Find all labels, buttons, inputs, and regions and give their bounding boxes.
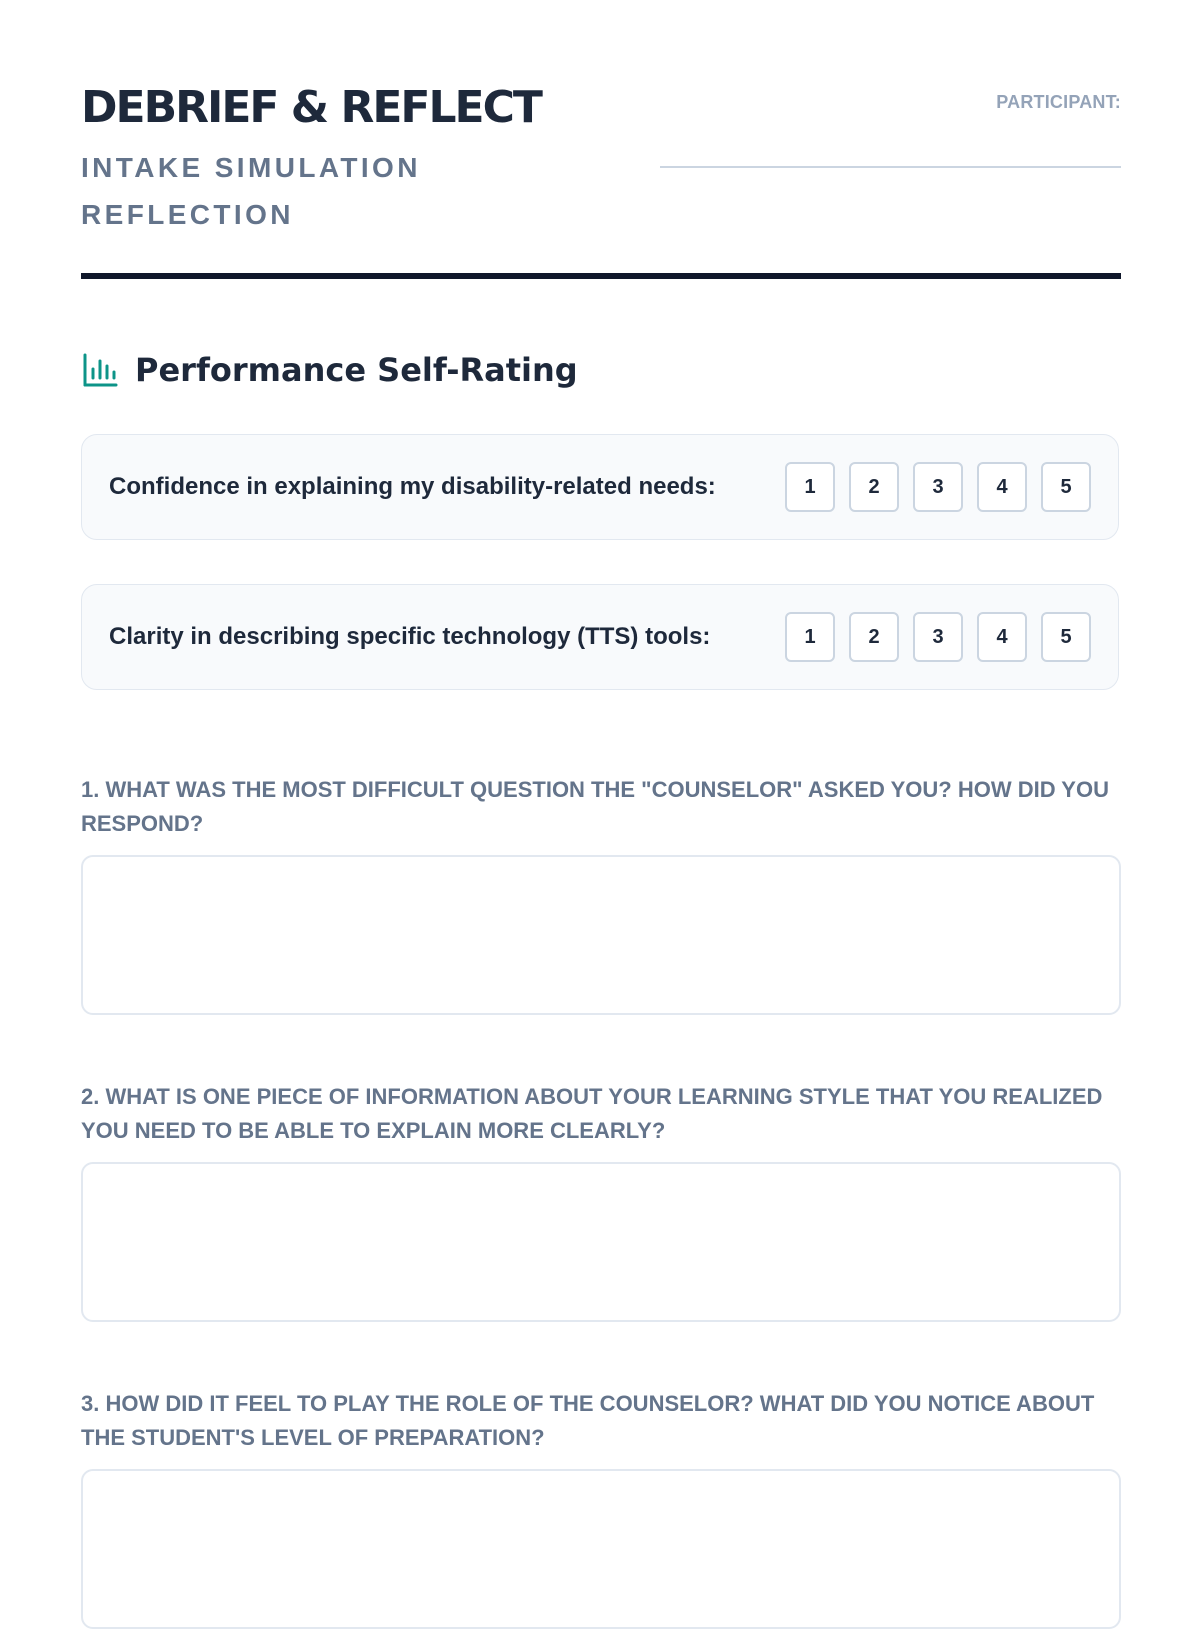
question-1-label: 1. WHAT WAS THE MOST DIFFICULT QUESTION THE "COUNSELOR" ASKED YOU? HOW DID YOU RESPOND?	[81, 777, 1109, 836]
question-3-label: 3. HOW DID IT FEEL TO PLAY THE ROLE OF THE COUNSELOR? WHAT DID YOU NOTICE ABOUT THE STUDENT'S LEVEL OF PREPARATION?	[81, 1391, 1095, 1450]
rating-option-3[interactable]: 3	[913, 462, 963, 512]
question-1-answer-field[interactable]	[81, 855, 1121, 1015]
page-subtitle: INTAKE SIMULATION REFLECTION	[81, 152, 421, 230]
rating-option-2[interactable]: 2	[849, 612, 899, 662]
rating-option-2[interactable]: 2	[849, 462, 899, 512]
question-2-answer-field[interactable]	[81, 1162, 1121, 1322]
rating-option-5[interactable]: 5	[1041, 612, 1091, 662]
rating-card-confidence	[81, 434, 1119, 540]
rating-label: Clarity in describing specific technology (TTS) tools:	[109, 623, 711, 650]
bar-chart-icon	[81, 351, 119, 389]
rating-option-5[interactable]: 5	[1041, 462, 1091, 512]
rating-option-1[interactable]: 1	[785, 462, 835, 512]
question-2-label: 2. WHAT IS ONE PIECE OF INFORMATION ABOUT YOUR LEARNING STYLE THAT YOU REALIZED YOU NEED TO BE ABLE TO EXPLAIN MORE CLEARLY?	[81, 1084, 1103, 1143]
question-3-answer-field[interactable]	[81, 1469, 1121, 1629]
self-rating-section-header	[81, 348, 578, 392]
participant-name-line[interactable]	[660, 166, 1121, 168]
participant-label: PARTICIPANT:	[996, 92, 1121, 112]
rating-option-4[interactable]: 4	[977, 462, 1027, 512]
worksheet-header	[81, 78, 1121, 278]
page-title: DEBRIEF & REFLECT	[81, 82, 541, 133]
rating-scale	[785, 462, 1091, 512]
rating-label: Confidence in explaining my disability-related needs:	[109, 473, 716, 500]
rating-option-1[interactable]: 1	[785, 612, 835, 662]
self-rating-title: Performance Self-Rating	[135, 351, 578, 389]
header-divider	[81, 273, 1121, 279]
rating-card-clarity	[81, 584, 1119, 690]
rating-option-3[interactable]: 3	[913, 612, 963, 662]
rating-scale	[785, 612, 1091, 662]
rating-option-4[interactable]: 4	[977, 612, 1027, 662]
